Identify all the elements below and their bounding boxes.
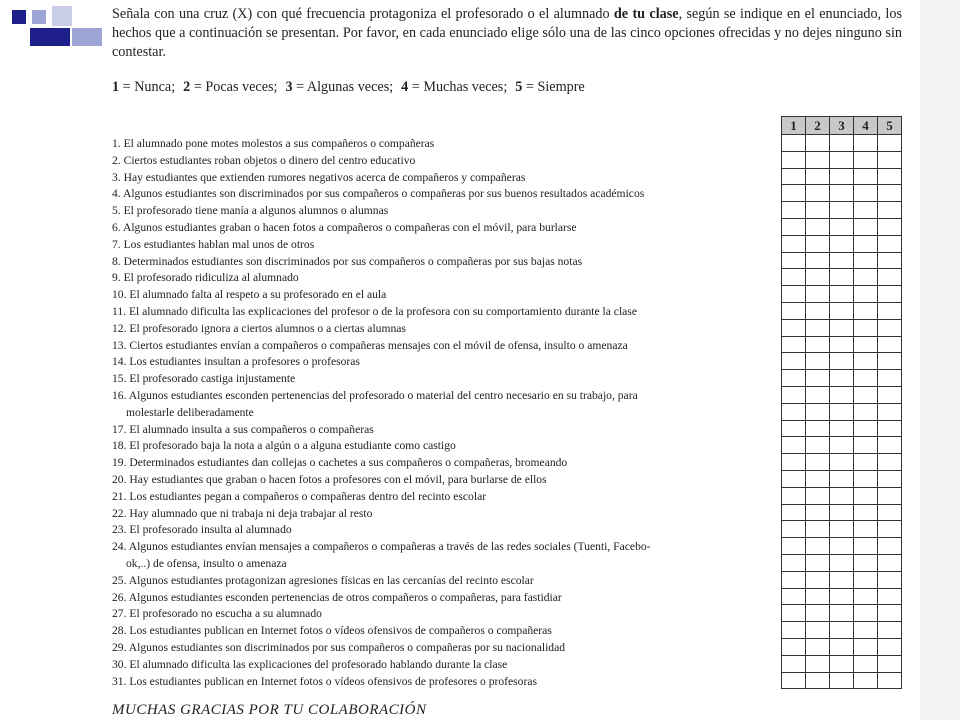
survey-item: 25. Algunos estudiantes protagonizan agresiones físicas en las cercanías del recinto escolar [112, 573, 534, 587]
answer-cell[interactable] [830, 638, 854, 655]
grid-row [782, 487, 902, 504]
answer-cell[interactable] [782, 286, 806, 303]
answer-cell[interactable] [878, 370, 902, 387]
grid-row [782, 151, 902, 168]
answer-cell[interactable] [782, 470, 806, 487]
answer-cell[interactable] [830, 504, 854, 521]
grid-row [782, 286, 902, 303]
answer-cell[interactable] [806, 504, 830, 521]
scale-option [515, 79, 584, 95]
survey-item: 15. El profesorado castiga injustamente [112, 372, 296, 386]
answer-cell[interactable] [830, 252, 854, 269]
scale-option-number: 4 [401, 79, 409, 95]
answer-cell[interactable] [830, 235, 854, 252]
survey-item: 8. Determinados estudiantes son discriminados por sus compañeros o compañeras por sus bajas notas [112, 254, 583, 268]
answer-cell[interactable] [830, 521, 854, 538]
answer-cell[interactable] [806, 672, 830, 689]
grid-row [782, 135, 902, 152]
answer-cell[interactable] [854, 319, 878, 336]
answer-cell[interactable] [806, 538, 830, 555]
answer-cell[interactable] [854, 638, 878, 655]
grid-row [782, 386, 902, 403]
answer-cell[interactable] [782, 487, 806, 504]
answer-cell[interactable] [854, 622, 878, 639]
answer-cell[interactable] [830, 185, 854, 202]
scale-option [285, 79, 393, 95]
answer-cell[interactable] [854, 538, 878, 555]
answer-cell[interactable] [782, 655, 806, 672]
survey-item: 6. Algunos estudiantes graban o hacen fotos a compañeros o compañeras con el móvil, para burlarse [112, 220, 577, 234]
survey-item: 3. Hay estudiantes que extienden rumores negativos acerca de compañeros y compañeras [112, 170, 526, 184]
answer-cell[interactable] [782, 235, 806, 252]
grid-row [782, 538, 902, 555]
instructions-text-start: Señala con una cruz (X) con qué frecuencia protagoniza el profesorado o el alumnado [112, 6, 614, 22]
survey-item: 19. Determinados estudiantes dan collejas o cachetes a sus compañeros o compañeras, bromeando [112, 456, 568, 470]
grid-header-cell: 1 [782, 117, 806, 135]
answer-cell[interactable] [782, 269, 806, 286]
answer-cell[interactable] [854, 672, 878, 689]
answer-cell[interactable] [854, 269, 878, 286]
survey-item: 11. El alumnado dificulta las explicaciones del profesor o de la profesora con su comportamiento durante la clase [112, 304, 637, 318]
survey-item: 9. El profesorado ridiculiza al alumnado [112, 271, 299, 285]
answer-cell[interactable] [806, 605, 830, 622]
answer-cell[interactable] [878, 269, 902, 286]
answer-cell[interactable] [854, 554, 878, 571]
answer-cell[interactable] [878, 218, 902, 235]
answer-cell[interactable] [806, 252, 830, 269]
instructions-text-end: , según se indique en el enunciado, los hechos que a continuación se presentan. Por favor, en cada enunciado elige sólo una de las cinco opciones ofrecidas y no dejes ninguno sin contestar. [112, 6, 902, 60]
answer-cell[interactable] [782, 538, 806, 555]
answer-cell[interactable] [830, 336, 854, 353]
answer-cell[interactable] [782, 571, 806, 588]
answer-cell[interactable] [830, 672, 854, 689]
survey-item: 13. Ciertos estudiantes envían a compañeros o compañeras mensajes con el móvil de ofensa, insulto o amenaza [112, 338, 628, 352]
scale-option-number: 3 [285, 79, 293, 95]
answer-cell[interactable] [878, 588, 902, 605]
survey-item: 21. Los estudiantes pegan a compañeros o compañeras dentro del recinto escolar [112, 489, 487, 503]
answer-cell[interactable] [878, 521, 902, 538]
survey-item: 4. Algunos estudiantes son discriminados por sus compañeros o compañeras por sus buenos resultados académicos [112, 187, 645, 201]
survey-item-line: 16. Algunos estudiantes esconden pertenencias del profesorado o material del centro necesario en su trabajo, para [112, 388, 638, 402]
answer-cell[interactable] [782, 353, 806, 370]
scale-option-number: 5 [515, 79, 523, 95]
answer-cell[interactable] [782, 370, 806, 387]
scale-option-label: = Algunas veces; [292, 79, 394, 95]
answer-cell[interactable] [830, 420, 854, 437]
answer-cell[interactable] [878, 403, 902, 420]
grid-row [782, 655, 902, 672]
scale-option [183, 79, 277, 95]
answer-cell[interactable] [782, 437, 806, 454]
survey-item [112, 388, 776, 422]
answer-cell[interactable] [878, 319, 902, 336]
answer-cell[interactable] [782, 168, 806, 185]
answer-cell[interactable] [806, 622, 830, 639]
answer-cell[interactable] [830, 554, 854, 571]
survey-item: 26. Algunos estudiantes esconden pertenencias de otros compañeros o compañeras, para fastidiar [112, 590, 562, 604]
scale-option [401, 79, 507, 95]
answer-cell[interactable] [806, 386, 830, 403]
answer-cell[interactable] [830, 269, 854, 286]
answer-cell[interactable] [878, 554, 902, 571]
answer-cell[interactable] [878, 437, 902, 454]
answer-cell[interactable] [830, 168, 854, 185]
grid-header-cell: 3 [830, 117, 854, 135]
survey-item-list [112, 136, 776, 690]
grid-row [782, 605, 902, 622]
answer-cell[interactable] [854, 252, 878, 269]
thanks-message: MUCHAS GRACIAS POR TU COLABORACIÓN [112, 702, 427, 718]
answer-cell[interactable] [806, 302, 830, 319]
answer-cell[interactable] [854, 202, 878, 219]
answer-cell[interactable] [854, 571, 878, 588]
grid-row [782, 353, 902, 370]
answer-cell[interactable] [830, 437, 854, 454]
answer-cell[interactable] [854, 370, 878, 387]
grid-header-cell: 5 [878, 117, 902, 135]
answer-cell[interactable] [854, 655, 878, 672]
answer-cell[interactable] [878, 420, 902, 437]
answer-cell[interactable] [854, 151, 878, 168]
answer-cell[interactable] [854, 286, 878, 303]
answer-cell[interactable] [806, 319, 830, 336]
answer-cell[interactable] [830, 487, 854, 504]
answer-cell[interactable] [878, 470, 902, 487]
answer-cell[interactable] [830, 403, 854, 420]
answer-cell[interactable] [830, 370, 854, 387]
grid-row [782, 370, 902, 387]
survey-item: 14. Los estudiantes insultan a profesores o profesoras [112, 355, 360, 369]
survey-item: 17. El alumnado insulta a sus compañeros o compañeras [112, 422, 374, 436]
answer-cell[interactable] [782, 554, 806, 571]
survey-item-line: 24. Algunos estudiantes envían mensajes a compañeros o compañeras a través de las redes sociales (Tuenti, Facebo- [112, 540, 651, 554]
grid-row [782, 168, 902, 185]
answer-cell[interactable] [854, 386, 878, 403]
frequency-scale-legend [112, 79, 593, 96]
grid-row [782, 554, 902, 571]
answer-cell[interactable] [806, 185, 830, 202]
answer-cell[interactable] [782, 521, 806, 538]
answer-cell[interactable] [806, 437, 830, 454]
answer-cell[interactable] [854, 218, 878, 235]
answer-cell[interactable] [830, 302, 854, 319]
answer-cell[interactable] [854, 168, 878, 185]
answer-cell[interactable] [830, 571, 854, 588]
answer-cell[interactable] [878, 286, 902, 303]
survey-item: 1. El alumnado pone motes molestos a sus compañeros o compañeras [112, 137, 435, 150]
answer-cell[interactable] [878, 353, 902, 370]
grid-row [782, 302, 902, 319]
answer-cell[interactable] [854, 135, 878, 152]
survey-item [112, 539, 776, 573]
answer-cell[interactable] [854, 302, 878, 319]
answer-cell[interactable] [806, 454, 830, 471]
grid-row [782, 672, 902, 689]
answer-cell[interactable] [830, 470, 854, 487]
answer-cell[interactable] [782, 605, 806, 622]
answer-cell[interactable] [878, 504, 902, 521]
answer-cell[interactable] [806, 168, 830, 185]
answer-cell[interactable] [806, 638, 830, 655]
survey-item: 18. El profesorado baja la nota a algún o a alguna estudiante como castigo [112, 439, 456, 453]
answer-cell[interactable] [782, 252, 806, 269]
answer-cell[interactable] [806, 286, 830, 303]
answer-cell[interactable] [806, 655, 830, 672]
answer-cell[interactable] [806, 218, 830, 235]
answer-cell[interactable] [782, 386, 806, 403]
answer-cell[interactable] [782, 135, 806, 152]
answer-cell[interactable] [854, 454, 878, 471]
answer-cell[interactable] [854, 336, 878, 353]
scale-option-label: = Nunca; [119, 79, 176, 95]
answer-cell[interactable] [806, 420, 830, 437]
answer-cell[interactable] [782, 622, 806, 639]
answer-cell[interactable] [830, 655, 854, 672]
slide-right-margin [920, 0, 960, 720]
answer-cell[interactable] [878, 622, 902, 639]
answer-cell[interactable] [854, 420, 878, 437]
survey-item: 2. Ciertos estudiantes roban objetos o dinero del centro educativo [112, 153, 416, 167]
answer-cell[interactable] [782, 151, 806, 168]
answer-cell[interactable] [806, 135, 830, 152]
grid-header-cell: 4 [854, 117, 878, 135]
answer-cell[interactable] [878, 336, 902, 353]
survey-item: 28. Los estudiantes publican en Internet fotos o vídeos ofensivos de compañeros o compañeras [112, 624, 552, 638]
survey-item: 7. Los estudiantes hablan mal unos de otros [112, 237, 315, 251]
answer-cell[interactable] [830, 202, 854, 219]
answer-cell[interactable] [806, 470, 830, 487]
answer-cell[interactable] [830, 218, 854, 235]
survey-item-line-continued: ok,..) de ofensa, insulto o amenaza [126, 556, 287, 570]
answer-cell[interactable] [806, 269, 830, 286]
grid-row [782, 504, 902, 521]
survey-item-line-continued: molestarle deliberadamente [126, 405, 254, 419]
scale-option-number: 2 [183, 79, 191, 95]
answer-cell[interactable] [782, 403, 806, 420]
answer-cell[interactable] [878, 672, 902, 689]
answer-cell[interactable] [878, 135, 902, 152]
survey-item: 23. El profesorado insulta al alumnado [112, 523, 292, 537]
answer-cell[interactable] [782, 588, 806, 605]
answer-cell[interactable] [878, 454, 902, 471]
survey-item: 30. El alumnado dificulta las explicaciones del profesorado hablando durante la clase [112, 657, 508, 671]
answer-cell[interactable] [878, 185, 902, 202]
answer-cell[interactable] [830, 151, 854, 168]
answer-cell[interactable] [878, 235, 902, 252]
grid-row [782, 622, 902, 639]
answer-cell[interactable] [830, 353, 854, 370]
answer-cell[interactable] [878, 655, 902, 672]
grid-row [782, 470, 902, 487]
answer-cell[interactable] [878, 605, 902, 622]
scale-option-label: = Muchas veces; [408, 79, 508, 95]
answer-cell[interactable] [878, 571, 902, 588]
answer-cell[interactable] [854, 588, 878, 605]
answer-cell[interactable] [854, 235, 878, 252]
instructions-paragraph [112, 5, 902, 62]
answer-cell[interactable] [878, 538, 902, 555]
answer-cell[interactable] [806, 336, 830, 353]
answer-cell[interactable] [830, 319, 854, 336]
answer-cell[interactable] [830, 622, 854, 639]
answer-cell[interactable] [830, 454, 854, 471]
answer-cell[interactable] [806, 403, 830, 420]
answer-cell[interactable] [830, 588, 854, 605]
answer-cell[interactable] [806, 151, 830, 168]
answer-cell[interactable] [782, 218, 806, 235]
scale-option-number: 1 [112, 79, 120, 95]
answer-cell[interactable] [782, 638, 806, 655]
instructions-emphasis: de tu clase [613, 6, 679, 22]
grid-row [782, 437, 902, 454]
survey-item: 27. El profesorado no escucha a su alumnado [112, 607, 322, 621]
answer-cell[interactable] [782, 302, 806, 319]
grid-row [782, 571, 902, 588]
answer-cell[interactable] [806, 487, 830, 504]
slide-logo-squares [10, 6, 105, 48]
grid-row [782, 269, 902, 286]
answer-cell[interactable] [782, 454, 806, 471]
answer-grid [781, 116, 902, 689]
answer-cell[interactable] [830, 286, 854, 303]
grid-row [782, 521, 902, 538]
answer-cell[interactable] [878, 487, 902, 504]
answer-cell[interactable] [782, 185, 806, 202]
survey-item: 10. El alumnado falta al respeto a su profesorado en el aula [112, 288, 387, 302]
answer-cell[interactable] [878, 386, 902, 403]
answer-cell[interactable] [806, 571, 830, 588]
survey-item: 5. El profesorado tiene manía a algunos alumnos o alumnas [112, 204, 389, 218]
survey-item: 12. El profesorado ignora a ciertos alumnos o a ciertas alumnas [112, 321, 406, 335]
answer-cell[interactable] [830, 538, 854, 555]
answer-cell[interactable] [854, 353, 878, 370]
grid-row [782, 336, 902, 353]
survey-item: 20. Hay estudiantes que graban o hacen fotos a profesores con el móvil, para burlarse de ellos [112, 472, 547, 486]
answer-cell[interactable] [854, 504, 878, 521]
grid-row [782, 420, 902, 437]
answer-cell[interactable] [854, 470, 878, 487]
scale-option-label: = Siempre [522, 79, 585, 95]
answer-cell[interactable] [782, 202, 806, 219]
grid-row [782, 218, 902, 235]
answer-cell[interactable] [830, 135, 854, 152]
answer-cell[interactable] [782, 336, 806, 353]
answer-cell[interactable] [806, 588, 830, 605]
answer-cell[interactable] [854, 605, 878, 622]
survey-item: 31. Los estudiantes publican en Internet fotos o vídeos ofensivos de profesores o profesoras [112, 674, 538, 688]
survey-item: 29. Algunos estudiantes son discriminados por sus compañeros o compañeras por su nacionalidad [112, 640, 566, 654]
grid-row [782, 252, 902, 269]
grid-row [782, 185, 902, 202]
grid-row [782, 454, 902, 471]
answer-cell[interactable] [878, 252, 902, 269]
answer-cell[interactable] [806, 202, 830, 219]
grid-row [782, 403, 902, 420]
answer-cell[interactable] [878, 302, 902, 319]
answer-cell[interactable] [782, 420, 806, 437]
answer-cell[interactable] [830, 605, 854, 622]
answer-cell[interactable] [854, 437, 878, 454]
answer-cell[interactable] [830, 386, 854, 403]
answer-cell[interactable] [806, 235, 830, 252]
answer-cell[interactable] [854, 403, 878, 420]
answer-cell[interactable] [782, 319, 806, 336]
answer-cell[interactable] [806, 521, 830, 538]
grid-row [782, 235, 902, 252]
answer-cell[interactable] [782, 672, 806, 689]
answer-cell[interactable] [878, 168, 902, 185]
scale-option-label: = Pocas veces; [190, 79, 278, 95]
grid-header-cell: 2 [806, 117, 830, 135]
answer-cell[interactable] [878, 638, 902, 655]
grid-row [782, 638, 902, 655]
grid-row [782, 202, 902, 219]
survey-item: 22. Hay alumnado que ni trabaja ni deja trabajar al resto [112, 506, 373, 520]
answer-cell[interactable] [878, 202, 902, 219]
answer-cell[interactable] [878, 151, 902, 168]
answer-cell[interactable] [806, 353, 830, 370]
scale-option [112, 79, 175, 95]
answer-cell[interactable] [854, 185, 878, 202]
answer-cell[interactable] [782, 504, 806, 521]
grid-row [782, 588, 902, 605]
answer-cell[interactable] [806, 554, 830, 571]
answer-cell[interactable] [854, 521, 878, 538]
answer-cell[interactable] [806, 370, 830, 387]
grid-row [782, 319, 902, 336]
answer-cell[interactable] [854, 487, 878, 504]
